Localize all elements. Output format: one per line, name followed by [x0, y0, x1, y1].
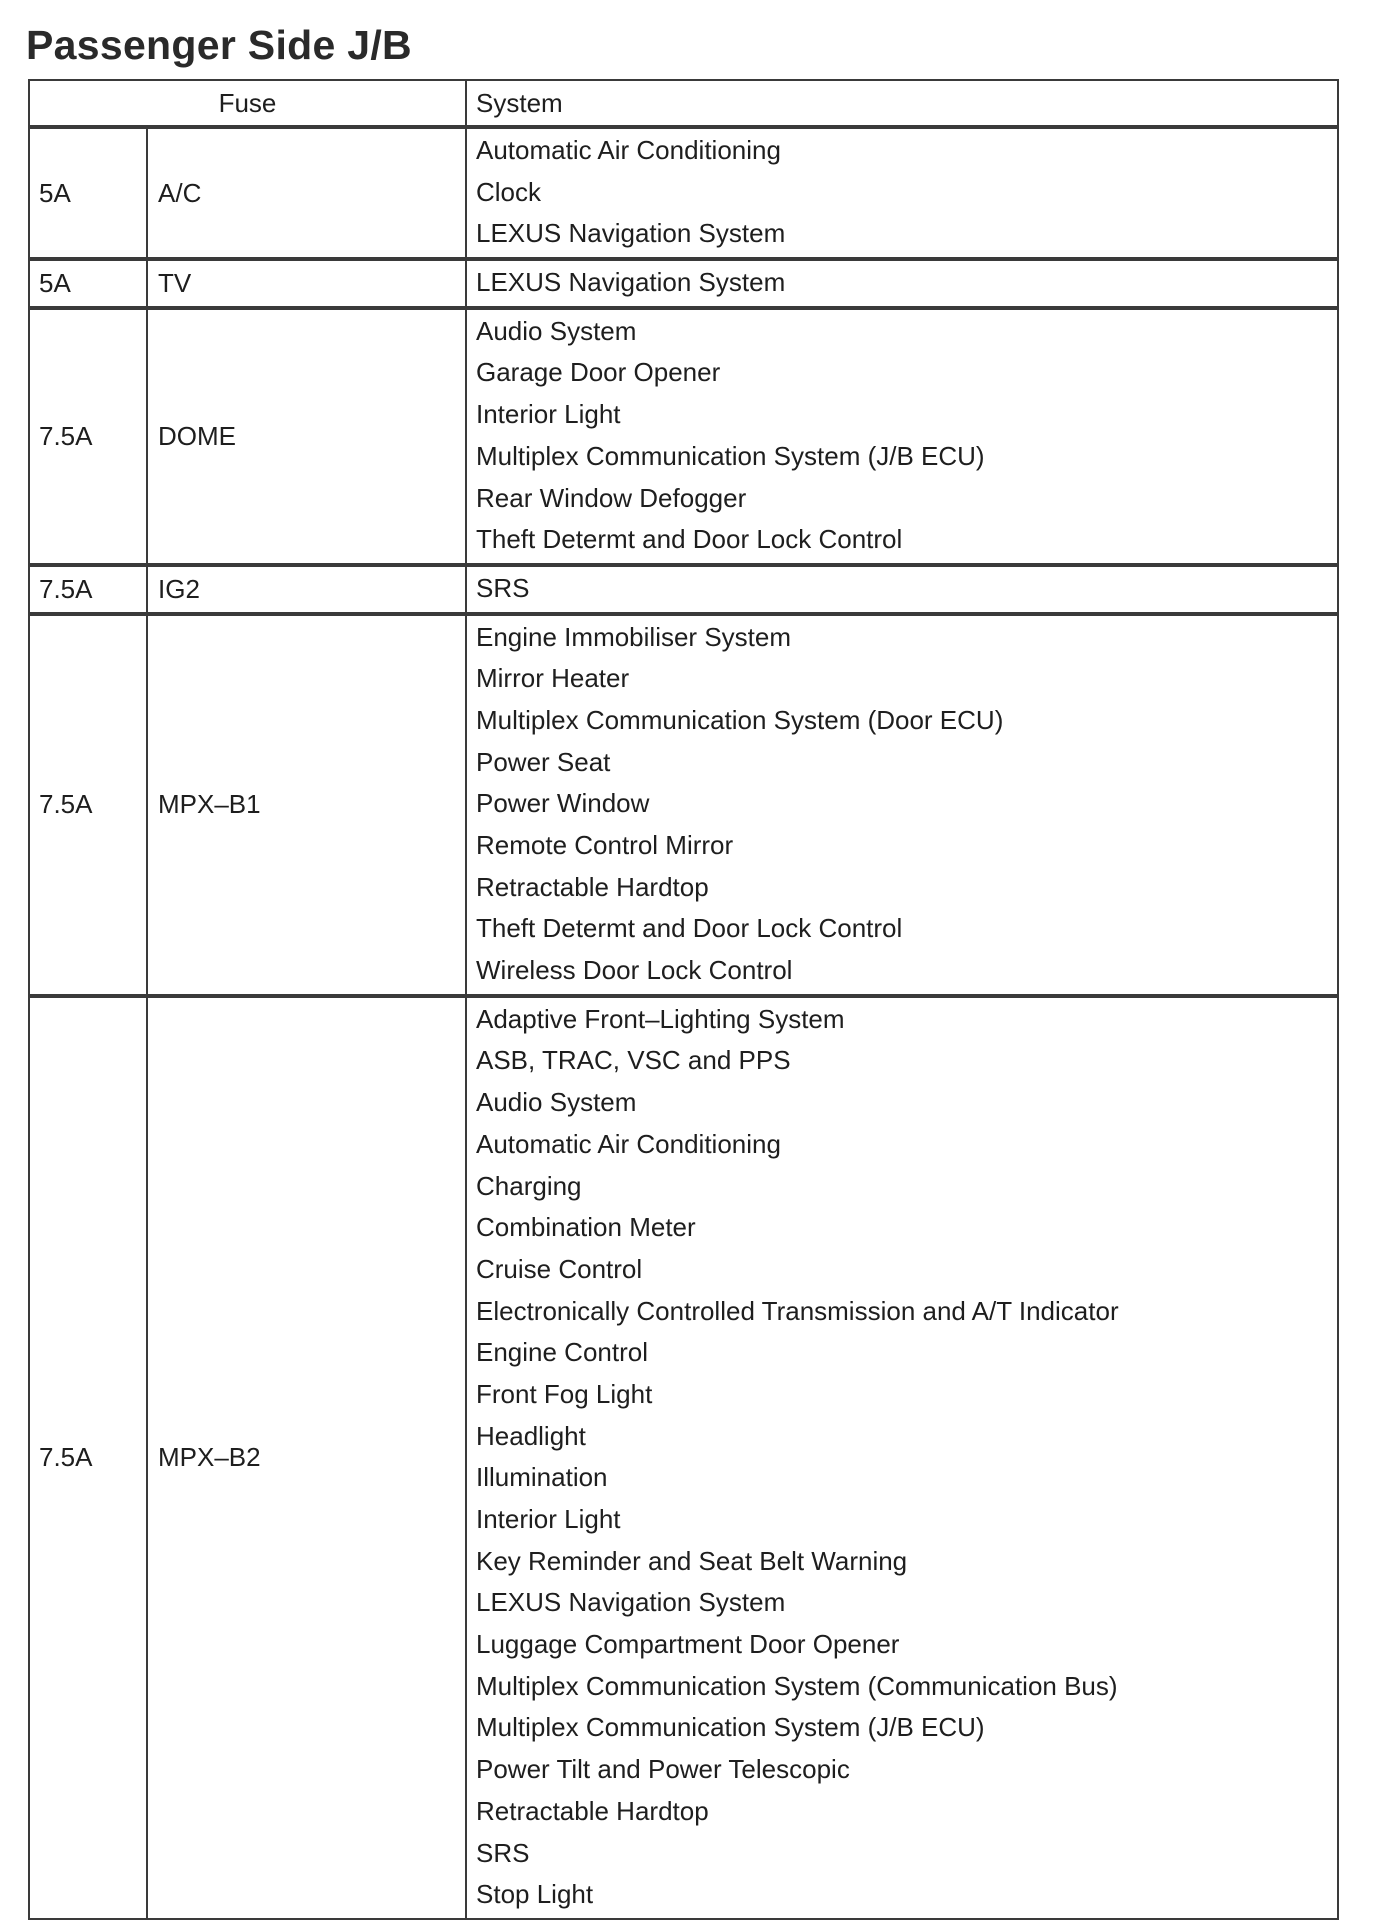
system-list [466, 259, 1338, 308]
fuse-amperage: 5A [29, 259, 147, 308]
system-item: Illumination [476, 1462, 608, 1493]
system-item: LEXUS Navigation System [476, 1587, 786, 1618]
fuse-rows [29, 127, 1338, 1919]
system-item: SRS [476, 572, 530, 603]
system-item: ASB, TRAC, VSC and PPS [476, 1045, 791, 1076]
system-item: Clock [476, 176, 542, 207]
system-item: Rear Window Defogger [476, 482, 747, 513]
system-item: Garage Door Opener [476, 357, 721, 388]
table-row [29, 996, 1338, 1919]
system-list [466, 614, 1338, 996]
fuse-name: MPX–B1 [147, 614, 466, 996]
fuse-name: TV [147, 259, 466, 308]
system-item: Adaptive Front–Lighting System [476, 1003, 845, 1034]
system-item: Luggage Compartment Door Opener [476, 1629, 900, 1660]
system-item: LEXUS Navigation System [476, 267, 786, 298]
fuse-amperage: 5A [29, 127, 147, 259]
page-title: Passenger Side J/B [26, 22, 412, 68]
system-item: Audio System [476, 1087, 637, 1118]
fuse-amperage: 7.5A [29, 308, 147, 565]
fuse-table [28, 79, 1339, 1920]
system-item: Combination Meter [476, 1212, 696, 1243]
system-item: Retractable Hardtop [476, 1795, 709, 1826]
system-item: Interior Light [476, 399, 621, 430]
system-item: Theft Determt and Door Lock Control [476, 913, 903, 944]
system-list [466, 996, 1338, 1919]
table-row [29, 308, 1338, 565]
fuse-name: MPX–B2 [147, 996, 466, 1919]
system-item: Theft Determt and Door Lock Control [476, 524, 903, 555]
system-list [466, 565, 1338, 614]
system-list [466, 308, 1338, 565]
system-item: LEXUS Navigation System [476, 218, 786, 249]
system-item: Power Window [476, 788, 650, 819]
system-item: Multiplex Communication System (Door ECU) [476, 704, 1004, 735]
system-item: Stop Light [476, 1879, 594, 1910]
system-item: Engine Control [476, 1337, 648, 1368]
fuse-name: IG2 [147, 565, 466, 614]
system-item: SRS [476, 1837, 530, 1868]
system-item: Power Seat [476, 746, 611, 777]
table-row [29, 127, 1338, 259]
system-item: Wireless Door Lock Control [476, 955, 793, 986]
system-item: Multiplex Communication System (J/B ECU) [476, 440, 985, 471]
system-item: Electronically Controlled Transmission and A/T Indicator [476, 1295, 1119, 1326]
system-item: Audio System [476, 315, 637, 346]
system-item: Retractable Hardtop [476, 871, 709, 902]
fuse-column-header: Fuse [29, 80, 466, 127]
system-item: Remote Control Mirror [476, 830, 734, 860]
system-item: Engine Immobiliser System [476, 621, 791, 652]
system-item: Key Reminder and Seat Belt Warning [476, 1545, 908, 1576]
system-item: Multiplex Communication System (J/B ECU) [476, 1712, 985, 1743]
system-item: Multiplex Communication System (Communication Bus) [476, 1670, 1118, 1701]
table-row [29, 259, 1338, 308]
fuse-amperage: 7.5A [29, 996, 147, 1919]
system-item: Cruise Control [476, 1253, 643, 1284]
table-row [29, 565, 1338, 614]
fuse-name: A/C [147, 127, 466, 259]
system-list [466, 127, 1338, 259]
table-row [29, 614, 1338, 996]
fuse-amperage: 7.5A [29, 565, 147, 614]
system-item: Headlight [476, 1420, 586, 1451]
system-item: Charging [476, 1170, 582, 1201]
system-item: Power Tilt and Power Telescopic [476, 1754, 850, 1785]
system-item: Automatic Air Conditioning [476, 135, 781, 165]
table-header-row [29, 80, 1338, 127]
system-item: Mirror Heater [476, 663, 630, 694]
system-item: Interior Light [476, 1504, 621, 1534]
system-item: Automatic Air Conditioning [476, 1128, 781, 1159]
fuse-amperage: 7.5A [29, 614, 147, 996]
system-item: Front Fog Light [476, 1378, 653, 1409]
fuse-name: DOME [147, 308, 466, 565]
system-column-header: System [466, 80, 1338, 127]
